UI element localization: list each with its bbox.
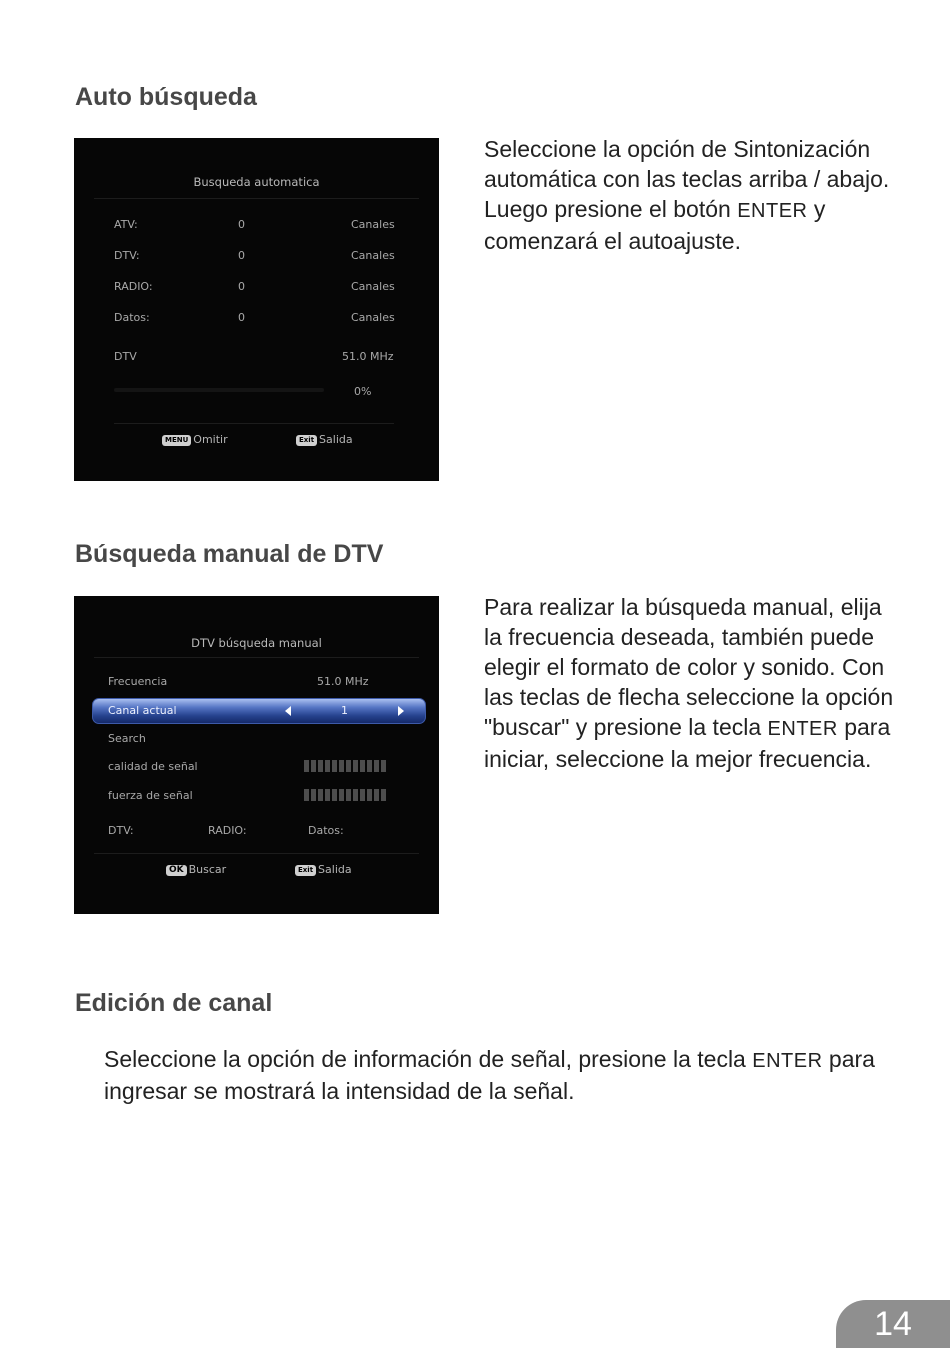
current-channel-row[interactable] <box>92 698 426 724</box>
ok-key-icon: OK <box>166 865 187 876</box>
exit-key-icon: Exit <box>295 865 316 876</box>
row-label: ATV: <box>114 218 138 231</box>
channel-edit-description <box>104 1044 904 1106</box>
row-label: Datos: <box>114 311 150 324</box>
channel-value: 1 <box>341 704 348 717</box>
search-label: Buscar <box>188 863 227 876</box>
row-label: DTV: <box>114 249 140 262</box>
row-unit: Canales <box>351 280 395 293</box>
enter-key-text: ENTER <box>767 718 838 740</box>
manual-search-screen <box>74 596 439 914</box>
footer-exit[interactable] <box>295 863 352 876</box>
page-number-tab <box>836 1300 950 1348</box>
section-title-channel-edit: Edición de canal <box>75 989 273 1017</box>
signal-quality-label: calidad de señal <box>108 760 198 773</box>
row-unit: Canales <box>351 311 395 324</box>
radio-label: RADIO: <box>208 824 247 837</box>
frequency-label: Frecuencia <box>108 675 168 688</box>
divider <box>94 198 419 199</box>
exit-label: Salida <box>318 863 352 876</box>
frequency-value: 51.0 MHz <box>342 350 394 363</box>
description-text: Seleccione la opción de información de señal, presione la tecla <box>104 1046 753 1072</box>
progress-percent: 0% <box>354 385 372 398</box>
description-text: Seleccione la opción de Sintonización automática con las teclas arriba / abajo. Luego presione el botón <box>484 136 890 222</box>
dtv-label: DTV: <box>108 824 134 837</box>
row-count: 0 <box>238 218 245 231</box>
row-count: 0 <box>238 249 245 262</box>
manual-search-description <box>484 592 904 774</box>
screen-title: DTV búsqueda manual <box>191 636 322 650</box>
arrow-right-icon[interactable] <box>398 706 404 716</box>
description-text: Para realizar la búsqueda manual, elija la frecuencia deseada, también puede elegir el formato de color y sonido. Con las teclas de flecha seleccione la opción "buscar" y presione la tecla <box>484 594 894 740</box>
exit-label: Salida <box>319 433 353 446</box>
enter-key-text: ENTER <box>752 1050 823 1072</box>
enter-key-text: ENTER <box>737 200 808 222</box>
section-title-manual-search: Búsqueda manual de DTV <box>75 540 384 568</box>
row-count: 0 <box>238 311 245 324</box>
footer-skip[interactable] <box>162 433 228 446</box>
section-title-auto-search: Auto búsqueda <box>75 83 257 111</box>
exit-key-icon: Exit <box>296 435 317 446</box>
footer-exit[interactable] <box>296 433 353 446</box>
description-text: y comenzará el autoajuste. <box>484 196 826 254</box>
auto-search-screen <box>74 138 439 481</box>
skip-label: Omitir <box>193 433 228 446</box>
band-label: DTV <box>114 350 137 363</box>
progress-bar <box>114 388 324 392</box>
row-count: 0 <box>238 280 245 293</box>
screen-title: Busqueda automatica <box>193 175 320 189</box>
footer-search[interactable] <box>166 863 226 876</box>
description-text: para iniciar, seleccione la mejor frecuencia. <box>484 714 891 772</box>
page-number: 14 <box>874 1305 912 1343</box>
signal-strength-label: fuerza de señal <box>108 789 193 802</box>
divider <box>94 853 419 854</box>
signal-strength-bars <box>304 789 386 801</box>
frequency-value: 51.0 MHz <box>317 675 369 688</box>
row-unit: Canales <box>351 249 395 262</box>
description-text: para ingresar se mostrará la intensidad de la señal. <box>104 1046 875 1104</box>
signal-quality-bars <box>304 760 386 772</box>
divider <box>114 423 394 424</box>
channel-label: Canal actual <box>108 704 177 717</box>
divider <box>94 657 419 658</box>
auto-search-description <box>484 134 904 256</box>
data-label: Datos: <box>308 824 344 837</box>
search-option[interactable]: Search <box>108 732 146 745</box>
arrow-left-icon[interactable] <box>285 706 291 716</box>
row-label: RADIO: <box>114 280 153 293</box>
menu-key-icon: MENU <box>162 435 191 446</box>
row-unit: Canales <box>351 218 395 231</box>
